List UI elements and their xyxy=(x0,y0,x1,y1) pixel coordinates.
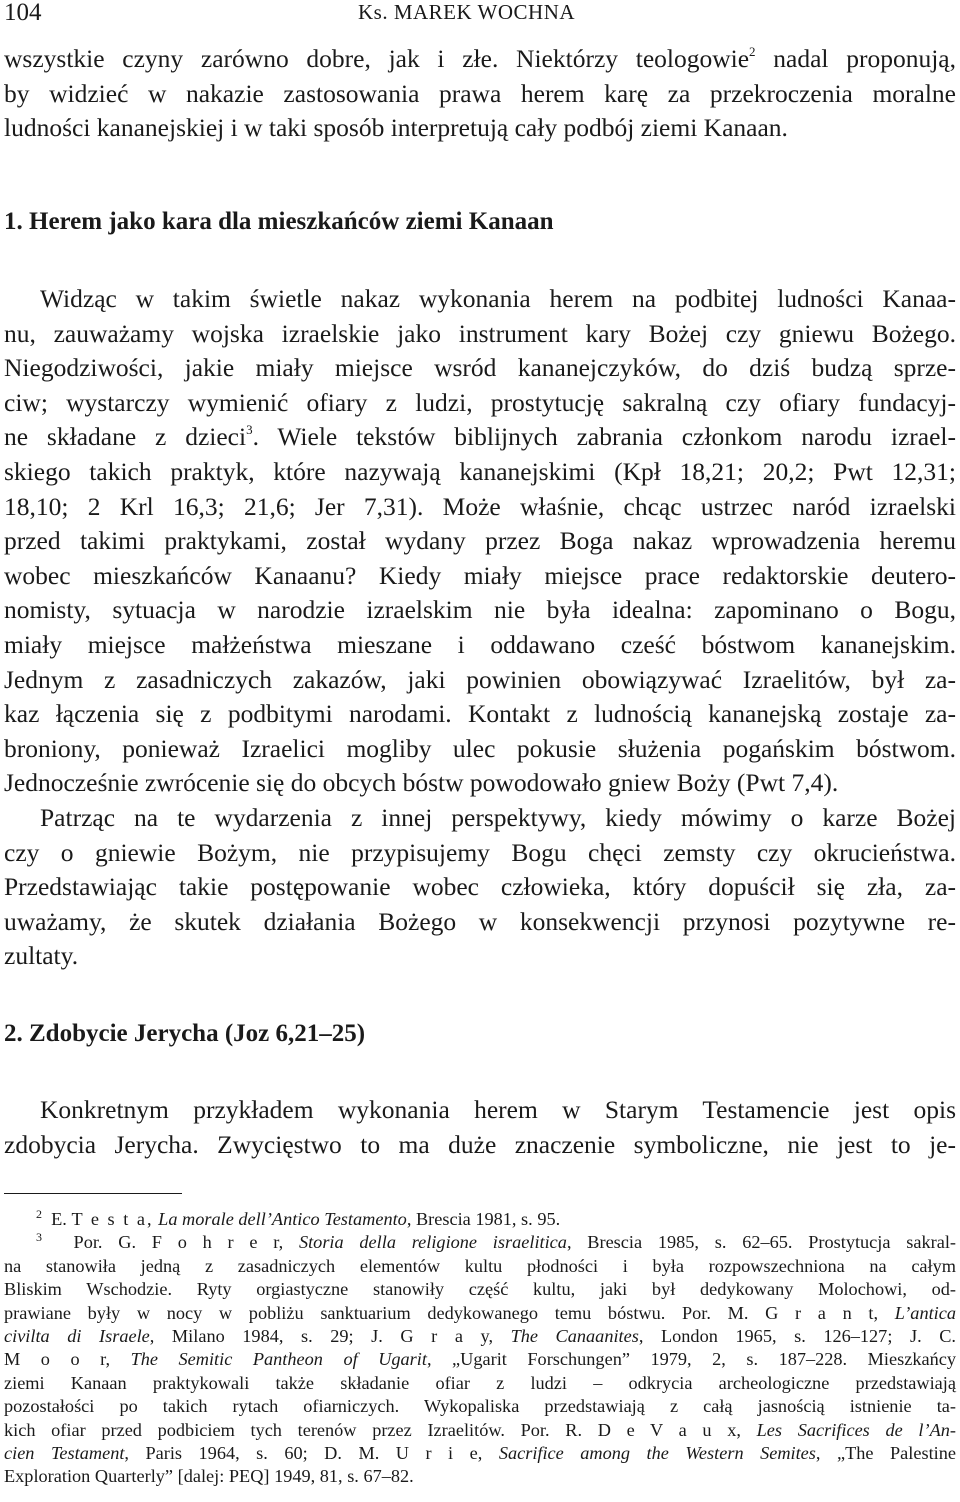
footnote-line: ziemi Kanaan praktykowali także składanie ofiar z ludzi – odkrycia archeologiczne przedstawiają xyxy=(4,1372,956,1393)
footnote-line: prawiane były w nocy w pobliżu sanktuarium dedykowanego temu bóstwu. Por. M. G r a n t, L’antica xyxy=(4,1302,957,1323)
text-line: ciw; wystarczy wymienić ofiary z ludzi, prostytucję sakralną czy ofiary fundacyj- xyxy=(4,387,956,417)
paragraph-section1 xyxy=(4,282,956,974)
footnote-separator xyxy=(4,1193,182,1194)
footnotes xyxy=(4,1208,956,1489)
text-line: skiego takich praktyk, które nazywają kananejskimi (Kpł 18,21; 20,2; Pwt 12,31; xyxy=(4,456,956,486)
footnote-line: kich ofiar przed podbiciem tych terenów przez Izraelitów. Por. R. D e V a u x, Les Sacrifices de l’An- xyxy=(4,1419,956,1440)
text-line: zdobycia Jerycha. Zwycięstwo to ma duże znaczenie symboliczne, nie jest to je- xyxy=(4,1129,956,1159)
text-line: ne składane z dzieci$^3$. Wiele tekstów biblijnych zabrania członkom narodu izrael- xyxy=(4,422,956,452)
text-line: Jednocześnie zwrócenie się do obcych bóstw powodowało gniew Boży (Pwt 7,4). xyxy=(4,768,839,798)
text-line: Przedstawiając takie postępowanie wobec człowieka, który dopuścił się zła, za- xyxy=(4,872,956,902)
text-line: zultaty. xyxy=(4,941,79,971)
text-line: Konkretnym przykładem wykonania herem w Starym Testamencie jest opis xyxy=(40,1095,956,1124)
text-line: wobec mieszkańców Kanaanu? Kiedy miały miejsce prace redaktorskie deutero- xyxy=(4,560,956,590)
footnote-line: pozostałości po takich rytach ofiarniczych. Wykopaliska przedstawiają z całą jasnością istnienie ta- xyxy=(4,1396,956,1417)
text-line: czy o gniewie Bożym, nie przypisujemy Bogu chęci zemsty czy okrucieństwa. xyxy=(4,837,956,867)
text-line: nomisty, sytuacja w narodzie izraelskim nie była idealna: zapominano o Bogu, xyxy=(4,595,956,625)
text-line: uważamy, że skutek działania Bożego w konsekwencji przynosi pozytywne re- xyxy=(4,906,956,936)
section-heading-1: 1. Herem jako kara dla mieszkańców ziemi Kanaan xyxy=(4,208,554,235)
text-line: Niegodziwości, jakie miały miejsce wsród kananejczyków, do dziś budzą sprze- xyxy=(4,353,956,383)
text-line: nu, zauważamy wojska izraelskie jako instrument kary Bożej czy gniewu Bożego. xyxy=(4,318,956,348)
text-line: Patrząc na te wydarzenia z innej perspektywy, kiedy mówimy o karze Bożej xyxy=(40,802,956,832)
footnote-2: $^2$ E. T e s t a, La morale dell’Antico Testamento, Brescia 1981, s. 95. xyxy=(36,1207,561,1229)
text-line: przed takimi praktykami, został wydany przez Boga nakaz wprowadzenia heremu xyxy=(4,526,956,556)
footnote-line: M o o r, The Semitic Pantheon of Ugarit, „Ugarit Forschungen” 1979, 2, s. 187–228. Mieszkańcy xyxy=(4,1349,956,1370)
footnote-line: civilta di Israele, Milano 1984, s. 29; J. G r a y, The Canaanites, London 1965, s. 126–127; J. C. xyxy=(4,1326,956,1347)
text-line: Widząc w takim świetle nakaz wykonania herem na podbitej ludności Kanaa- xyxy=(40,284,956,313)
text-line: Jednym z zasadniczych zakazów, jaki powinien obowiązywać Izraelitów, był za- xyxy=(4,664,956,694)
footnote-line: Bliskim Wschodzie. Ryty orgiastyczne stanowiły część kultu, jaki był dedykowany Molochowi, od- xyxy=(4,1279,956,1300)
text-line: wszystkie czyny zarówno dobre, jak i złe. Niektórzy teologowie$^2$ nadal proponują, xyxy=(4,44,956,73)
footnote-3: $^3$ Por. G. F o h r e r, Storia della religione israelitica, Brescia 1985, s. 62–65. Prostytucja sakral- xyxy=(36,1230,956,1253)
footnote-line: Exploration Quarterly” [dalej: PEQ] 1949, 81, s. 67–82. xyxy=(4,1466,414,1487)
page-header xyxy=(0,0,960,30)
text-line: kaz łączenia się z podbitymi narodami. Kontakt z ludnością kananejską zostaje za- xyxy=(4,699,956,729)
text-line: ludności kananejskiej i w taki sposób interpretują cały podbój ziemi Kanaan. xyxy=(4,113,788,143)
text-line: by widzieć w nakazie zastosowania prawa herem karę za przekroczenia moralne xyxy=(4,78,956,108)
footnote-line: cien Testament, Paris 1964, s. 60; D. M. U r i e, Sacrifice among the Western Semites, „The Palestine xyxy=(4,1443,957,1464)
page-number: 104 xyxy=(4,0,42,26)
paragraph-section2 xyxy=(4,1093,956,1162)
footnote-line: na stanowiła jedną z zasadniczych elementów kultu płodności i była rozpowszechniona na całym xyxy=(4,1255,956,1276)
running-head: Ks. MAREK WOCHNA xyxy=(358,0,576,24)
footnote-ref-2[interactable]: 2 xyxy=(749,44,756,59)
text-line: 18,10; 2 Krl 16,3; 21,6; Jer 7,31). Może właśnie, chcąc ustrzec naród izraelski xyxy=(4,491,956,521)
text-line: broniony, ponieważ Izraelici mogliby ulec pokusie służenia pogańskim bóstwom. xyxy=(4,733,956,763)
section-heading-2: 2. Zdobycie Jerycha (Joz 6,21–25) xyxy=(4,1020,366,1047)
footnote-ref-3[interactable]: 3 xyxy=(246,422,253,438)
paragraph-intro xyxy=(4,42,956,146)
text-line: miały miejsce małżeństwa mieszane i oddawano cześć bóstwom kananejskim. xyxy=(4,629,956,659)
